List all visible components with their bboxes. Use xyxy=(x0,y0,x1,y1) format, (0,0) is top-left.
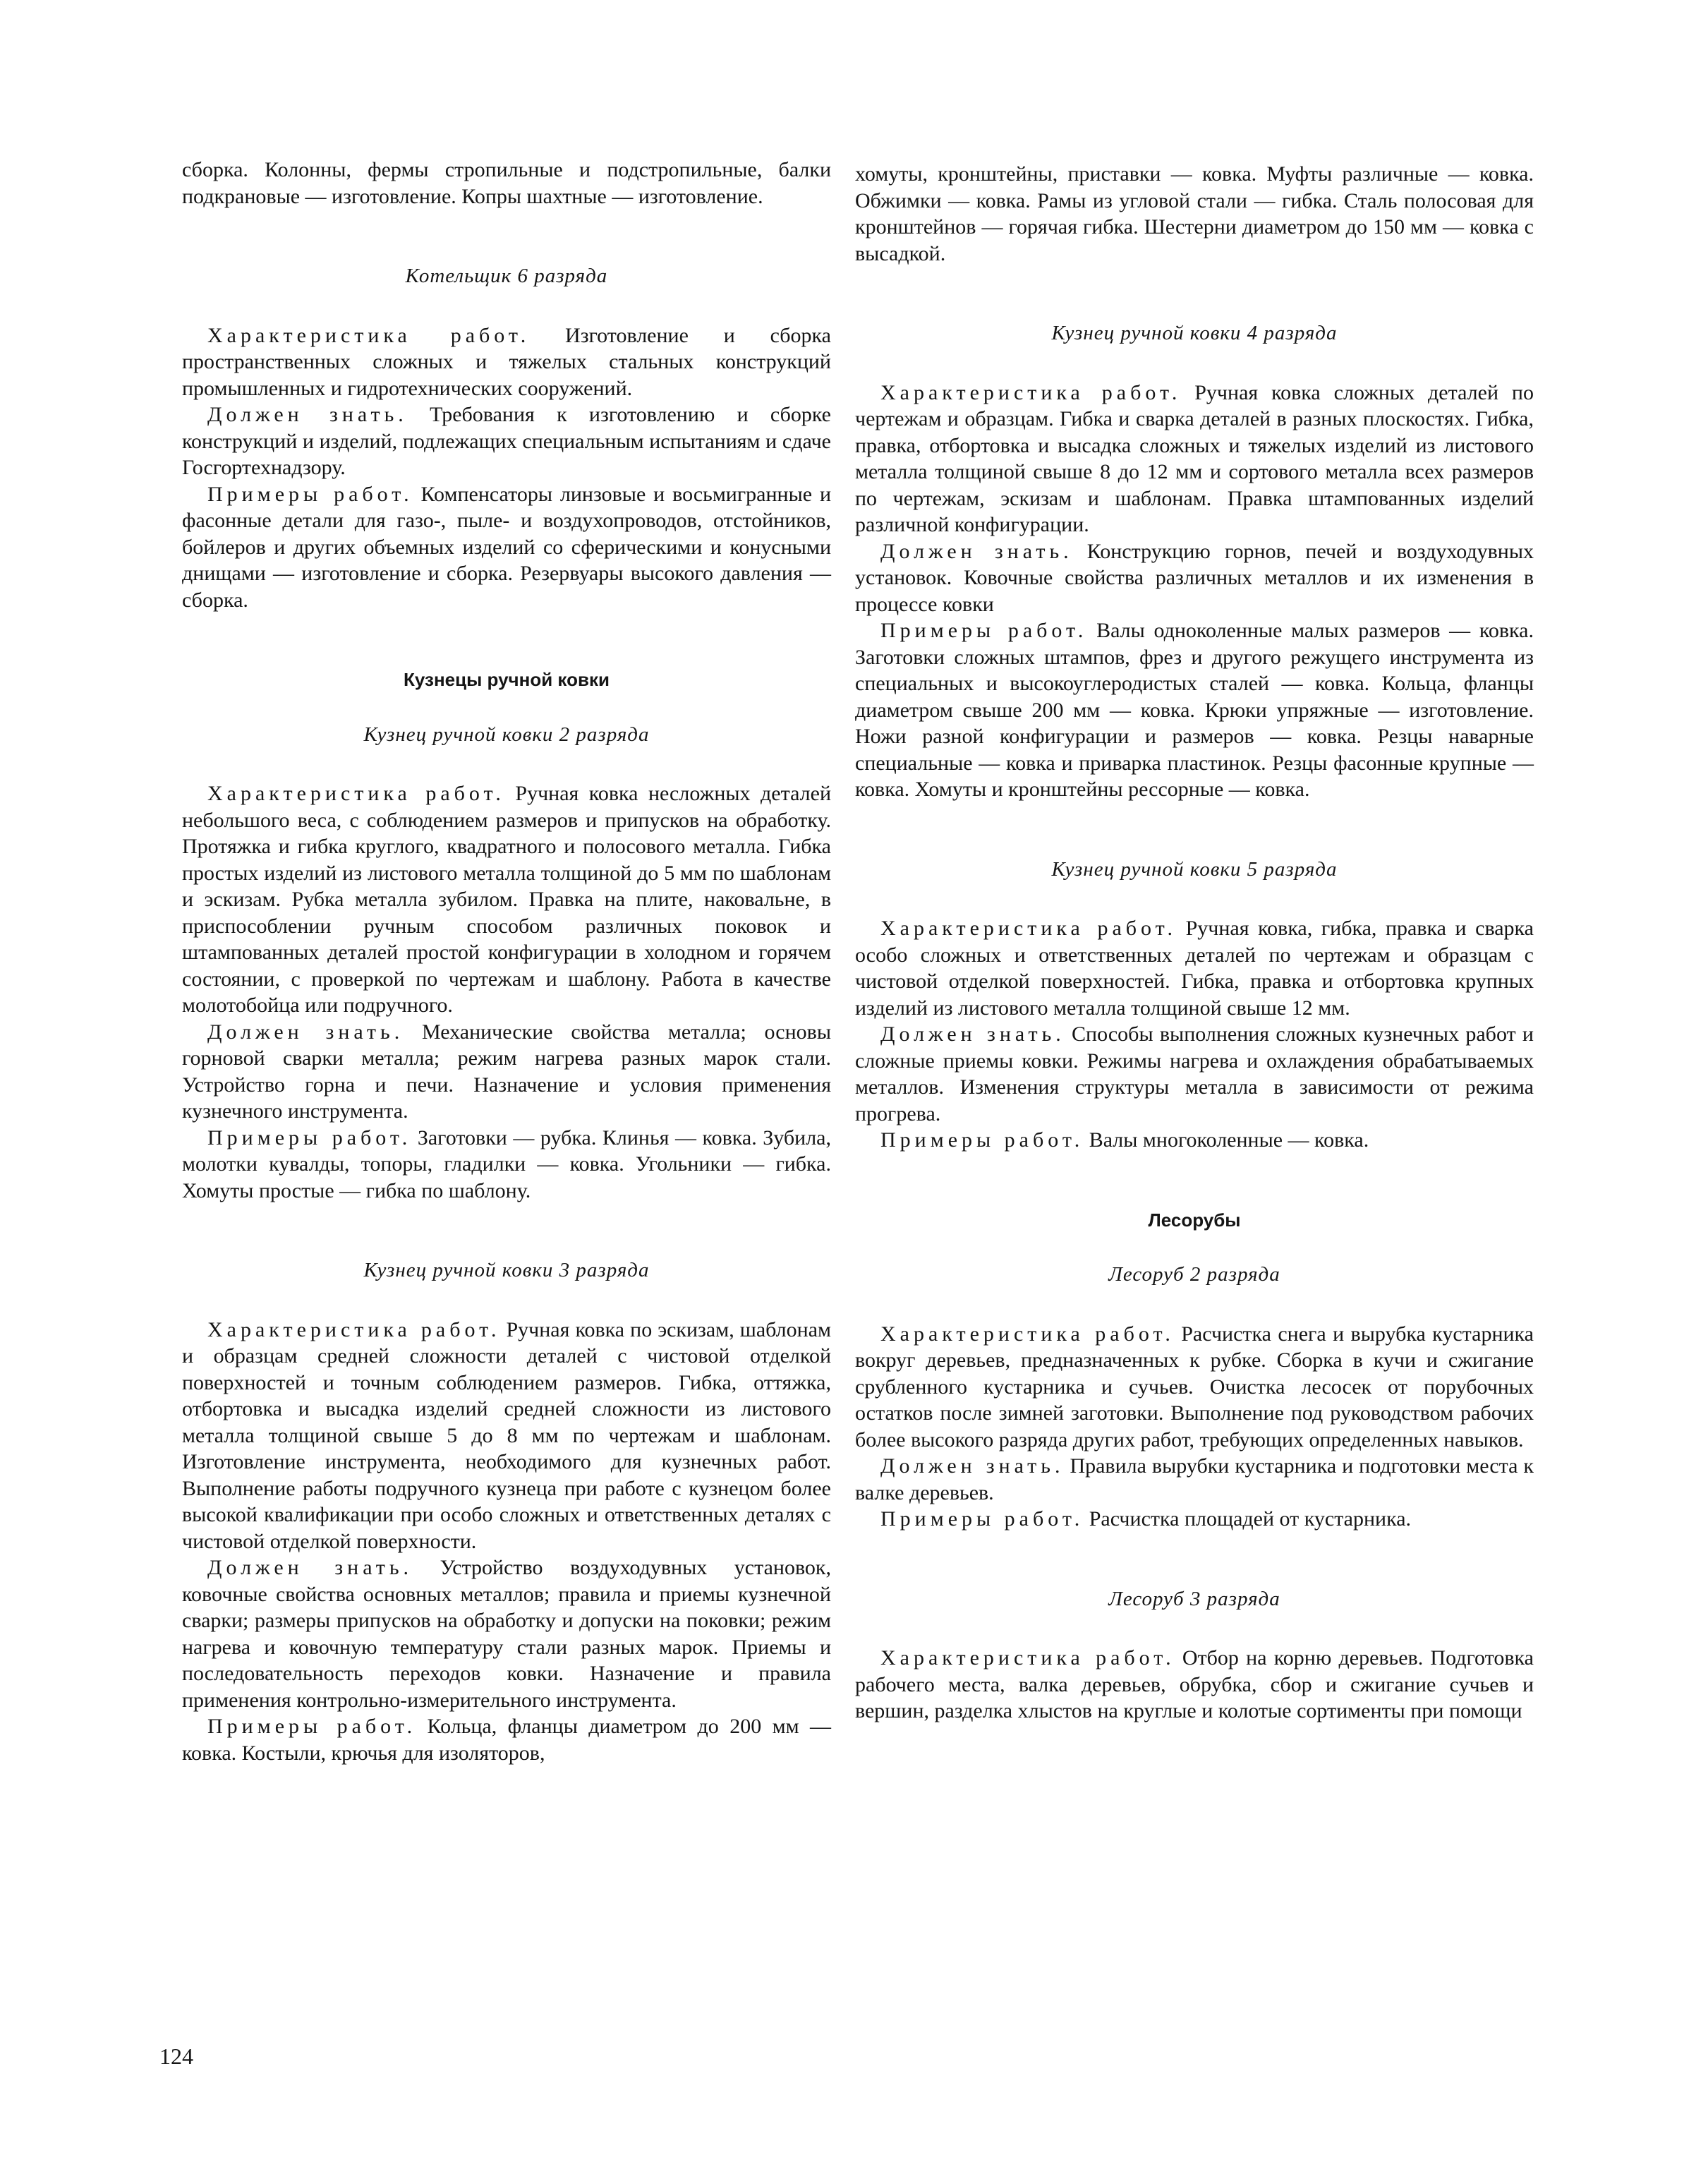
paragraph xyxy=(182,1555,831,1713)
section-title: Котельщик 6 разряда xyxy=(405,265,608,287)
paragraph xyxy=(182,481,831,614)
label: Характеристика работ. xyxy=(207,782,505,805)
paragraph: сборка. Колонны, фермы стропильные и подстропильные, балки подкрановые — изготовление. Копры шахтные — изготовление. xyxy=(182,158,831,208)
label: Должен знать. xyxy=(880,1022,1065,1046)
label: Примеры работ. xyxy=(880,1507,1084,1531)
paragraph xyxy=(182,1125,831,1205)
text: Требования к изготовлению и сборке конструкций и изделий, подлежащих специальным испытаниям и сдаче Госгортехнадзору. xyxy=(182,403,831,479)
label: Примеры работ. xyxy=(207,482,413,506)
label: Характеристика работ. xyxy=(880,380,1182,404)
paragraph xyxy=(855,1453,1534,1506)
label: Должен знать. xyxy=(207,403,408,426)
label: Должен знать. xyxy=(880,539,1073,563)
paragraph xyxy=(182,1317,831,1555)
label: Примеры работ. xyxy=(207,1715,417,1738)
label: Должен знать. xyxy=(880,1454,1065,1478)
text: Расчистка площадей от кустарника. xyxy=(1084,1507,1412,1531)
label: Характеристика работ. xyxy=(207,323,531,347)
paragraph xyxy=(855,1127,1534,1154)
paragraph xyxy=(182,402,831,481)
section-title: Кузнец ручной ковки 2 разряда xyxy=(363,723,650,746)
label: Примеры работ. xyxy=(207,1125,412,1149)
text: Устройство воздуходувных установок, ковочные свойства основных металлов; правила и приемы кузнечной сварки; размеры припусков на обработку и допуски на поковки; режим нагрева и ковочную температуру стали разных марок. Приемы и последовательность переходов ковки. Назначение и правила применения контрольно-измерительного инструмента. xyxy=(182,1556,832,1712)
label: Характеристика работ. xyxy=(880,917,1177,940)
section-title: Лесоруб 2 разряда xyxy=(1108,1263,1280,1286)
label: Характеристика работ. xyxy=(207,1317,501,1341)
paragraph xyxy=(855,538,1534,618)
section-title: Кузнец ручной ковки 5 разряда xyxy=(1051,857,1338,881)
paragraph xyxy=(855,1321,1534,1454)
label: Характеристика работ. xyxy=(880,1322,1175,1346)
left-column xyxy=(182,157,831,1766)
text: Конструкцию горнов, печей и воздуходувных установок. Ковочные свойства различных металлов и их изменения в процессе ковки xyxy=(855,539,1534,616)
text: Изготовление и сборка пространственных сложных и тяжелых стальных конструкций промышленных и гидротехнических сооружений. xyxy=(182,323,831,400)
section-title: Кузнец ручной ковки 3 разряда xyxy=(363,1259,650,1281)
label: Примеры работ. xyxy=(880,619,1088,642)
text: Способы выполнения сложных кузнечных работ и сложные приемы ковки. Режимы нагрева и охлаждения обрабатываемых металлов. Изменения структуры металла в зависимости от режима прогрева. xyxy=(855,1022,1534,1125)
paragraph xyxy=(182,322,831,402)
text: Ручная ковка сложных деталей по чертежам и образцам. Гибка и сварка деталей в разных плоскостях. Гибка, правка, отбортовка и высадка сложных и тяжелых изделий из листового металла толщиной свыше 8 до 12 мм и сортового металла всех размеров по чертежам, эскизам и шаблонам. Правка штампованных изделий различной конфигурации. xyxy=(855,380,1534,536)
text: Ручная ковка, гибка, правка и сварка особо сложных и ответственных деталей по чертежам и образцам с чистовой отделкой поверхностей. Гибка, правка и отбортовка крупных изделий из листового металла толщиной свыше 12 мм. xyxy=(855,917,1534,1020)
paragraph: хомуты, кронштейны, приставки — ковка. Муфты различные — ковка. Обжимки — ковка. Рамы из угловой стали — гибка. Сталь полосовая для кронштейнов — горячая гибка. Шестерни диаметром до 150 мм — ковка с высадкой. xyxy=(855,162,1534,265)
paragraph xyxy=(182,1713,831,1766)
text: Кольца, фланцы диаметром до 200 мм — ковка. Костыли, крючья для изоляторов, xyxy=(182,1715,831,1765)
paragraph xyxy=(855,380,1534,538)
paragraph xyxy=(855,617,1534,803)
text: Заготовки — рубка. Клинья — ковка. Зубила, молотки кувалды, топоры, гладилки — ковка. Угольники — гибка. Хомуты простые — гибка по шаблону. xyxy=(182,1125,831,1202)
text: Компенсаторы линзовые и восьмигранные и фасонные детали для газо-, пыле- и воздухопроводов, отстойников, бойлеров и других объемных изделий со сферическими и конусными днищами — изготовление и сборка. Резервуары высокого давления — сборка. xyxy=(182,482,832,612)
text: Валы многоколенные — ковка. xyxy=(1084,1128,1369,1152)
label: Характеристика работ. xyxy=(880,1646,1175,1670)
paragraph xyxy=(855,1506,1534,1533)
label: Должен знать. xyxy=(207,1020,404,1044)
section-title: Кузнец ручной ковки 4 разряда xyxy=(1051,322,1338,344)
text: Отбор на корню деревьев. Подготовка рабочего места, валка деревьев, обрубка, сбор и сжигание сучьев и вершин, разделка хлыстов на круглые и колотые сортименты при помощи xyxy=(855,1646,1534,1722)
group-title: Кузнецы ручной ковки xyxy=(404,669,610,690)
section-title: Лесоруб 3 разряда xyxy=(1108,1587,1280,1610)
paragraph xyxy=(855,1021,1534,1127)
text: Ручная ковка несложных деталей небольшого веса, с соблюдением размеров и припусков на обработку. Протяжка и гибка круглого, квадратного и полосового металла. Гибка простых изделий из листового металла толщиной до 5 мм по шаблонам и эскизам. Рубка металла зубилом. Правка на плите, наковальне, в приспособлении ручным способом различных поковок и штампованных деталей простой конфигурации в холодном и горячем состоянии, с проверкой по чертежам и шаблону. Работа в качестве молотобойца или подручного. xyxy=(182,782,831,1017)
text: Валы одноколенные малых размеров — ковка. Заготовки сложных штампов, фрез и другого режущего инструмента из специальных и высокоуглеродистых сталей — ковка. Кольца, фланцы диаметром свыше 200 мм — ковка. Крюки упряжные — изготовление. Ножи разной конфигурации и размеров — ковка. Резцы наварные специальные — ковка и приварка пластинок. Резцы фасонные крупные — ковка. Хомуты и кронштейны рессорные — ковка. xyxy=(855,619,1534,801)
paragraph xyxy=(182,780,831,1019)
text: Ручная ковка по эскизам, шаблонам и образцам средней сложности деталей с чистовой отделкой поверхностей и точным соблюдением размеров. Гибка, оттяжка, отбортовка и высадка изделий средней сложности из листового металла толщиной свыше 5 до 8 мм по чертежам и шаблонам. Изготовление инструмента, необходимого для кузнечных работ. Выполнение работы подручного кузнеца при работе с кузнецом более высокой квалификации при особо сложных и ответственных деталях с чистовой отделкой поверхности. xyxy=(182,1317,831,1553)
text: Правила вырубки кустарника и подготовки места к валке деревьев. xyxy=(855,1454,1534,1504)
text: Механические свойства металла; основы горновой сварки металла; режим нагрева разных марок стали. Устройство горна и печи. Назначение и условия применения кузнечного инструмента. xyxy=(182,1020,831,1123)
label: Должен знать. xyxy=(207,1556,413,1579)
label: Примеры работ. xyxy=(880,1128,1084,1152)
text: Расчистка снега и вырубка кустарника вокруг деревьев, предназначенных к рубке. Сборка в кучи и сжигание срубленного кустарника и сучьев. Очистка лесосек от порубочных остатков после зимней заготовки. Выполнение под руководством рабочих более высокого разряда других работ, требующих определенных навыков. xyxy=(855,1322,1534,1451)
paragraph xyxy=(182,1019,831,1125)
page-number: 124 xyxy=(159,2044,193,2069)
paragraph xyxy=(855,1645,1534,1725)
group-title: Лесорубы xyxy=(1148,1209,1241,1231)
paragraph xyxy=(855,915,1534,1021)
right-column xyxy=(855,161,1534,1725)
